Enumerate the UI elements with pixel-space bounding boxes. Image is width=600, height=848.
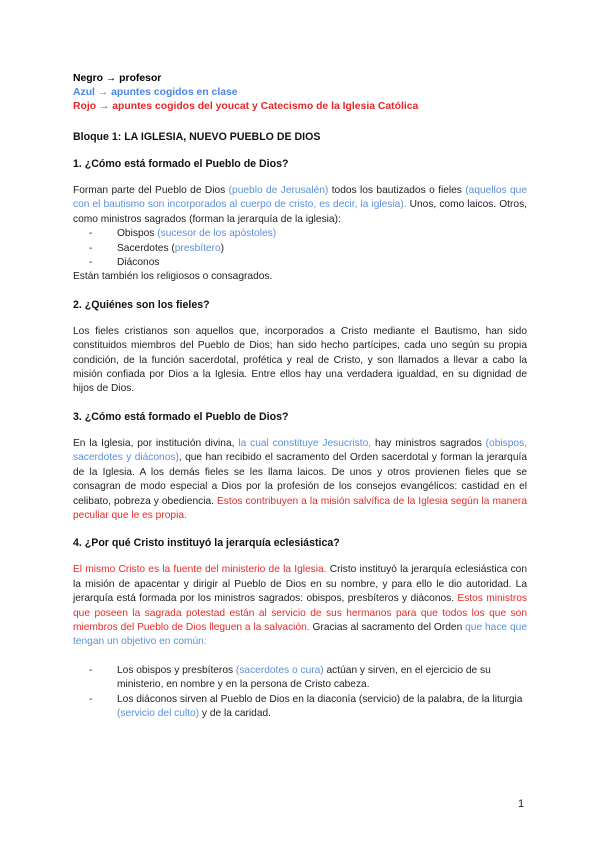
q4-class-note: que hace que tengan un objetivo en común: [73,621,527,648]
q1-text-c: todos los bautizados o fieles [328,185,466,196]
q3-text-e: , que han recibido el sacramento del Orden sacerdotal y forman la jerarquía de la Iglesia. A los demás fieles se les llama laicos. De unos y otros provienen fieles que se consagran de modo especial a Dios por la profesión de los consejos evangélicos: castidad en el celibato, pobreza y obediencia. [73,452,527,507]
question-3-text [73,437,527,523]
q3-note-jesucristo: la cual constituye Jesucristo, [238,437,372,449]
item-text: Obispos [117,228,158,240]
question-4-title: 4. ¿Por qué Cristo instituyó la jerarquía eclesiástica? [73,537,340,550]
block-title: Bloque 1: LA IGLESIA, NUEVO PUEBLO DE DIOS [73,131,321,143]
item-note: presbítero [174,242,221,254]
item-text: Diáconos [117,257,160,269]
q4-text-d: Gracias al sacramento del Orden [309,621,466,633]
q1-text-a: Forman parte del Pueblo de Dios [73,185,229,196]
list-item [73,693,527,722]
q4-text-b: Cristo instituyó la jerarquía eclesiástica con la misión de apacentar y dirigir al Pueblo de Dios en su nombre, y para ello le dio autoridad. La jerarquía está formada por los ministros sagrados: obispos, presbíteros y diáconos. [73,564,528,605]
q1-note-pueblo: (pueblo de Jerusalén) [228,185,329,196]
page-number: 1 [518,798,525,810]
legend-red: Rojo → apuntes cogidos del youcat y Catecismo de la Iglesia Católica [73,101,419,112]
list-item [73,242,527,256]
q4-catechism-note-c: Estos ministros que poseen la sagrada potestad están al servicio de sus hermanos para que todos los que son miembros del Pueblo de Dios lleguen a la salvación. [73,593,527,633]
item-text: y de la caridad. [199,707,272,719]
q3-text-a: En la Iglesia, por institución divina, [73,437,239,449]
question-2-text: Los fieles cristianos son aquellos que, incorporados a Cristo mediante el Bautismo, han sido constituidos miembros del Pueblo de Dios; han sido hecho partícipes, cada uno según su propia condición, de la función sacerdotal, profética y real de Cristo, y son llamados a llevar a cabo la misión confiada por Dios a la Iglesia. Entre ellos hay una verdadera igualdad, en su dignidad de hijos de Dios. [73,325,527,395]
q1-note-bautismo: (aquellos que con el bautismo son incorporados al cuerpo de cristo, es decir, la iglesia). [73,185,528,211]
list-item [73,227,527,241]
question-2-title: 2. ¿Quiénes son los fieles? [73,298,210,311]
list-item [73,664,527,693]
color-legend [73,72,527,114]
item-after: ) [220,242,225,254]
item-text: Sacerdotes ( [117,242,175,254]
item-note: (servicio del culto) [117,707,200,719]
hierarchy-list [73,664,527,722]
q3-catechism-note: Estos contribuyen a la misión salvífica de la Iglesia según la manera peculiar que le es propia. [73,495,527,521]
question-1-title: 1. ¿Cómo está formado el Pueblo de Dios? [73,158,289,170]
q3-text-c: hay ministros sagrados [371,437,486,449]
question-3-title: 3. ¿Cómo está formado el Pueblo de Dios? [73,410,289,423]
question-4-text [73,563,527,649]
item-note: (sucesor de los apóstoles) [157,228,277,240]
item-note: (sacerdotes o cura) [235,664,324,676]
page-content [73,72,527,721]
question-1-closing: Están también los religiosos o consagrados. [73,271,273,283]
question-1-text [73,184,527,227]
item-text: actúan y sirven, en el ejercicio de su ministerio, en nombre y en la persona de Cristo cabeza. [117,664,491,691]
item-text: Los obispos y presbíteros [117,664,236,676]
q4-catechism-note-a: El mismo Cristo es la fuente del ministerio de la Iglesia. [73,564,327,576]
item-text: Los diáconos sirven al Pueblo de Dios en la diaconía (servicio) de la palabra, de la liturgia [117,693,523,705]
legend-black: Negro → profesor [73,73,162,84]
list-item [73,256,527,270]
q1-text-e: Unos, como laicos. Otros, como ministros sagrados (forman la jerarquía de la iglesia): [73,199,527,225]
q3-note-ministros: (obispos, sacerdotes y diáconos) [73,437,527,464]
legend-blue: Azul → apuntes cogidos en clase [73,87,238,98]
ministers-list [73,227,527,270]
